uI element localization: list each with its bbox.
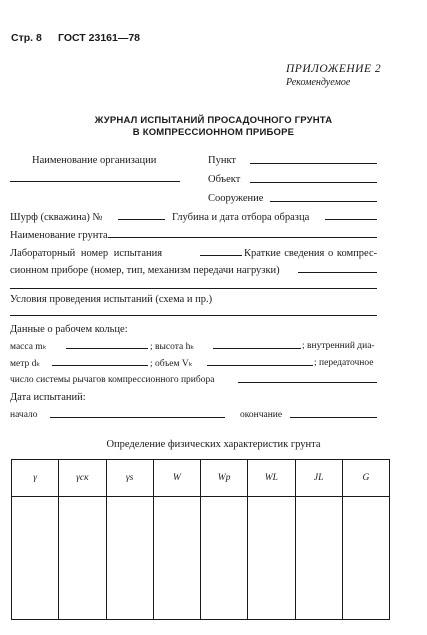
col-header-wl: WL <box>248 460 295 497</box>
col-header-gamma-s: γs <box>106 460 153 497</box>
physical-characteristics-table <box>11 459 390 620</box>
col-header-jl: JL <box>295 460 342 497</box>
object-label: Объект <box>208 174 241 185</box>
volume-label: ; объем Vₖ <box>150 359 193 369</box>
pit-label: Шурф (скважина) № <box>10 212 103 223</box>
ring-data-label: Данные о рабочем кольце: <box>10 324 128 335</box>
mass-label: масса mₖ <box>10 342 47 352</box>
inner-diameter-label: ; внутренний диа- <box>302 341 375 351</box>
col-header-wp: Wр <box>201 460 248 497</box>
soil-name-field <box>108 237 377 238</box>
table-cell <box>153 497 200 620</box>
conditions-field <box>10 315 377 316</box>
col-header-w: W <box>153 460 200 497</box>
table-cell <box>342 497 389 620</box>
start-label: начало <box>10 410 38 420</box>
col-header-g: G <box>342 460 389 497</box>
diameter-label: метр dₖ <box>10 359 41 369</box>
lab-number-label: Лабораторный номер испытания <box>10 248 163 259</box>
organization-field <box>10 181 180 182</box>
table-header-row <box>12 460 390 497</box>
table-cell <box>106 497 153 620</box>
lever-ratio-field <box>238 382 377 383</box>
structure-field <box>270 201 377 202</box>
lab-number-field <box>200 255 242 256</box>
table-row <box>12 497 390 620</box>
lever-ratio-label: число системы рычагов компрессионного прибора <box>10 375 215 385</box>
device-info-field <box>298 272 377 273</box>
volume-field <box>207 365 313 366</box>
mass-field <box>66 348 148 349</box>
height-field <box>213 348 301 349</box>
device-info-field-2 <box>10 288 377 289</box>
object-field <box>250 182 377 183</box>
table-caption: Определение физических характеристик грунта <box>106 439 321 450</box>
structure-label: Сооружение <box>208 193 264 204</box>
journal-title-line-1: ЖУРНАЛ ИСПЫТАНИЙ ПРОСАДОЧНОГО ГРУНТА <box>94 115 333 126</box>
page-number: Стр. 8 <box>11 32 42 44</box>
journal-title-line-2: В КОМПРЕССИОННОМ ПРИБОРЕ <box>132 127 295 138</box>
table-cell <box>201 497 248 620</box>
device-info-label: Краткие сведения о компрес- <box>244 248 378 259</box>
table-cell <box>12 497 59 620</box>
device-info-label-cont: сионном приборе (номер, тип, механизм передачи нагрузки) <box>10 265 280 276</box>
standard-number: ГОСТ 23161—78 <box>58 32 141 44</box>
transfer-ratio-label: ; передаточное <box>314 358 374 368</box>
table-cell <box>248 497 295 620</box>
diameter-field <box>52 365 148 366</box>
end-field <box>290 417 377 418</box>
table-cell <box>295 497 342 620</box>
sampling-field <box>325 219 377 220</box>
appendix-status: Рекомендуемое <box>286 77 351 88</box>
soil-name-label: Наименование грунта <box>10 230 108 241</box>
point-field <box>250 163 377 164</box>
test-dates-label: Дата испытаний: <box>10 392 86 403</box>
col-header-gamma-sk: γск <box>59 460 106 497</box>
organization-label: Наименование организации <box>32 155 157 166</box>
appendix-label: ПРИЛОЖЕНИЕ 2 <box>286 63 382 75</box>
height-label: ; высота hₖ <box>150 342 195 352</box>
end-label: окончание <box>240 410 283 420</box>
conditions-label: Условия проведения испытаний (схема и пр.) <box>10 294 213 305</box>
point-label: Пункт <box>208 155 237 166</box>
table-cell <box>59 497 106 620</box>
col-header-gamma: γ <box>12 460 59 497</box>
sampling-label: Глубина и дата отбора образца <box>172 212 310 223</box>
start-field <box>50 417 225 418</box>
pit-field <box>118 219 165 220</box>
